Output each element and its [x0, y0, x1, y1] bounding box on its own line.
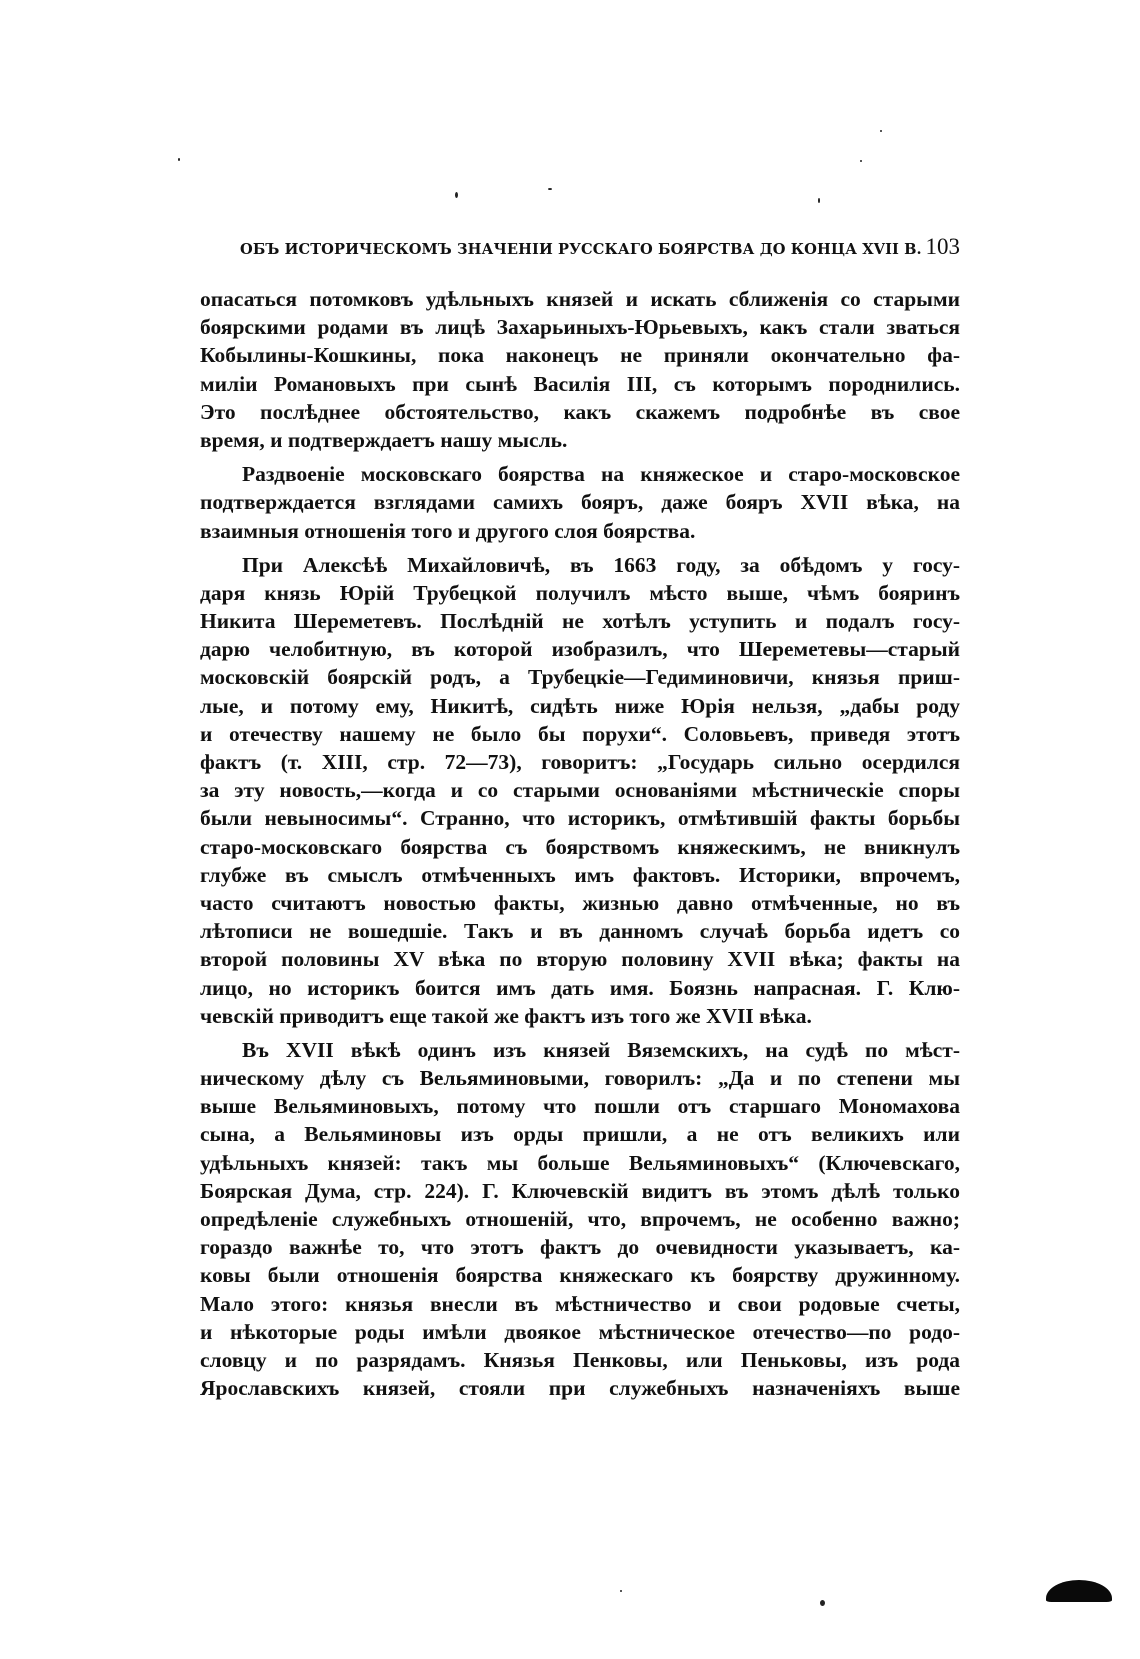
text-line: удѣльныхъ князей: такъ мы больше Вельяминовыхъ“ (Ключевскаго, [200, 1150, 960, 1175]
text-line: миліи Романовыхъ при сынѣ Василія III, съ которымъ породнились. [200, 371, 960, 396]
text-line: старо-московскаго боярства съ боярствомъ княжескимъ, не вникнулъ [200, 834, 960, 859]
text-line: гораздо важнѣе то, что этотъ фактъ до очевидности указываетъ, ка- [200, 1235, 960, 1260]
text-line: лицо, но историкъ боится имъ дать имя. Боязнь напрасная. Г. Клю- [200, 975, 960, 1000]
text-line: ническому дѣлу съ Вельяминовыми, говорилъ: „Да и по степени мы [200, 1066, 960, 1091]
text-line: опасаться потомковъ удѣльныхъ князей и искать сближенія со старыми [200, 287, 960, 311]
scan-speck [455, 192, 458, 198]
text-line: даря князь Юрій Трубецкой получилъ мѣсто выше, чѣмъ бояринъ [200, 580, 960, 605]
text-line: фактъ (т. XIII, стр. 72—73), говоритъ: „Государь сильно осердился [200, 750, 960, 774]
page-number: 103 [925, 234, 960, 259]
text-line: ковы были отношенія боярства княжескаго къ боярству дружинному. [200, 1263, 960, 1288]
text-line: Это послѣднее обстоятельство, какъ скажемъ подробнѣе въ свое [200, 399, 960, 424]
body-text [200, 285, 960, 1402]
text-line: московскій боярскій родъ, а Трубецкіе—Гедиминовичи, князья приш- [200, 665, 960, 690]
text-line: Мало этого: князья внесли въ мѣстничество и свои родовые счеты, [200, 1291, 960, 1316]
text-line: При Алексѣѣ Михайловичѣ, въ 1663 году, за обѣдомъ у госу- [242, 552, 960, 577]
text-line: Въ XVII вѣкѣ одинъ изъ князей Вяземскихъ, на судѣ по мѣст- [242, 1037, 960, 1062]
scan-speck [880, 130, 882, 132]
scan-speck [620, 1590, 622, 1592]
text-line: за эту новость,—когда и со старыми основаніями мѣстническіе споры [200, 778, 960, 803]
text-line: были невыносимы“. Странно, что историкъ, отмѣтившій факты борьбы [200, 806, 960, 831]
running-title: ОБЪ ИСТОРИЧЕСКОМЪ ЗНАЧЕНІИ РУССКАГО БОЯРСТВА ДО КОНЦА XVII В. [240, 241, 922, 258]
text-line: опредѣленіе служебныхъ отношеній, что, впрочемъ, не особенно важно; [200, 1207, 960, 1231]
scan-speck [818, 198, 820, 203]
text-line: выше Вельяминовыхъ, потому что пошли отъ старшаго Мономахова [200, 1094, 960, 1119]
ink-blot [1046, 1580, 1112, 1602]
running-header [240, 228, 960, 258]
text-line: Никита Шереметевъ. Послѣдній не хотѣлъ уступить и подалъ госу- [200, 609, 960, 634]
text-line: подтверждается взглядами самихъ бояръ, даже бояръ XVII вѣка, на [200, 490, 960, 515]
text-line: боярскими родами въ лицѣ Захарьиныхъ-Юрьевыхъ, какъ стали зваться [200, 315, 960, 340]
text-line: чевскій приводитъ еще такой же фактъ изъ того же XVII вѣка. [200, 1003, 812, 1028]
text-line: Ярославскихъ князей, стояли при служебныхъ назначеніяхъ выше [200, 1376, 960, 1401]
scan-speck [178, 158, 180, 161]
text-line: глубже въ смыслъ отмѣченныхъ имъ фактовъ. Историки, впрочемъ, [200, 862, 960, 887]
paragraph-1 [200, 285, 960, 454]
text-line: и нѣкоторые роды имѣли двоякое мѣстническое отечество—по родо- [200, 1319, 960, 1344]
text-line: лые, и потому ему, Никитѣ, сидѣть ниже Юрія нельзя, „дабы роду [200, 693, 960, 718]
paragraph-2 [200, 460, 960, 545]
paragraph-4 [200, 1036, 960, 1402]
text-line: лѣтописи не вошедшіе. Такъ и въ данномъ случаѣ борьба идетъ со [200, 919, 960, 944]
text-line: часто считаютъ новостью факты, жизнью давно отмѣченные, но въ [200, 890, 960, 915]
text-line: второй половины XV вѣка по вторую половину XVII вѣка; факты на [200, 947, 960, 972]
scan-speck [820, 1600, 825, 1606]
text-line: Боярская Дума, стр. 224). Г. Ключевскій видитъ въ этомъ дѣлѣ только [200, 1178, 960, 1203]
text-line: взаимныя отношенія того и другого слоя боярства. [200, 518, 696, 543]
text-line: Кобылины-Кошкины, пока наконецъ не приняли окончательно фа- [200, 343, 960, 368]
text-line: словцу и по разрядамъ. Князья Пенковы, или Пеньковы, изъ рода [200, 1347, 960, 1372]
text-line: дарю челобитную, въ которой изобразилъ, что Шереметевы—старый [200, 637, 960, 662]
text-line: сына, а Вельяминовы изъ орды пришли, а не отъ великихъ или [200, 1122, 960, 1147]
scan-speck [548, 188, 552, 190]
text-line: и отечеству нашему не было бы порухи“. Соловьевъ, приведя этотъ [200, 721, 960, 746]
text-line: Раздвоеніе московскаго боярства на княжеское и старо-московское [242, 462, 960, 487]
paragraph-3 [200, 551, 960, 1030]
text-line: время, и подтверждаетъ нашу мысль. [200, 427, 568, 452]
scan-speck [860, 160, 862, 162]
